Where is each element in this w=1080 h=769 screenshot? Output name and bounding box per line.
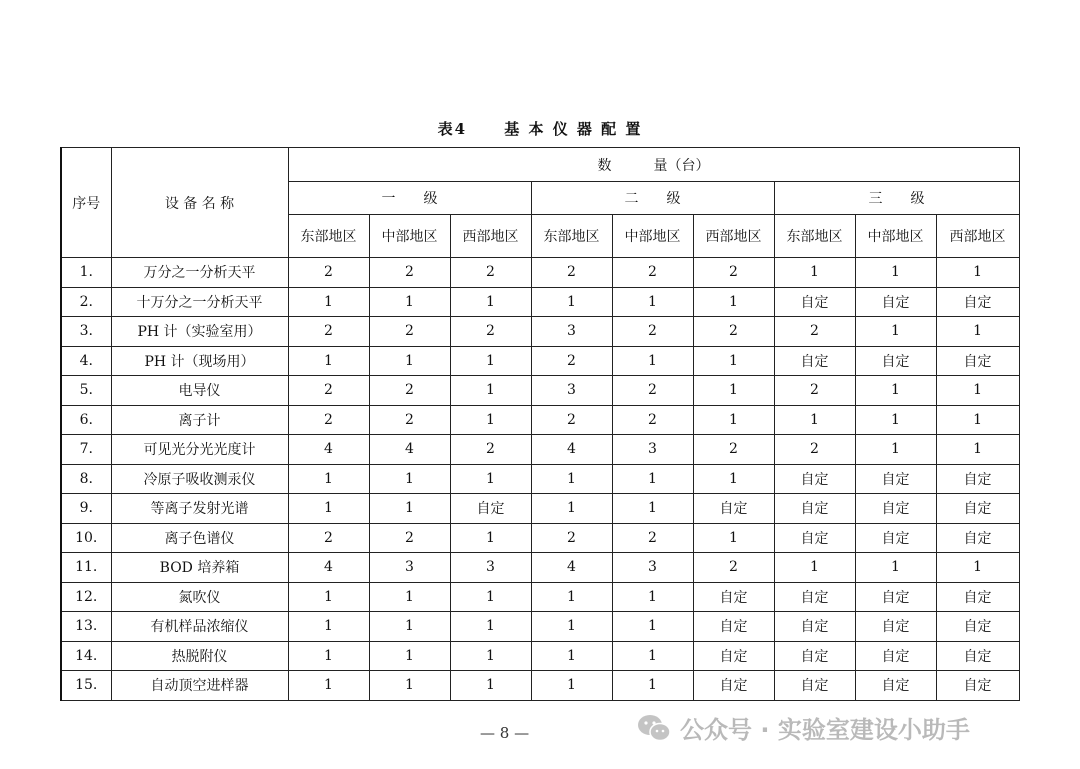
equipment-name: 有机样品浓缩仪 <box>111 612 288 642</box>
header-level-1: 一 级 <box>288 182 531 215</box>
quantity-cell: 1 <box>855 405 936 435</box>
row-index: 9. <box>61 494 111 524</box>
quantity-cell: 自定 <box>693 582 774 612</box>
table-row <box>61 612 1019 642</box>
equipment-name: 热脱附仪 <box>111 641 288 671</box>
equipment-name: 可见光分光光度计 <box>111 435 288 465</box>
quantity-cell: 3 <box>531 317 612 347</box>
quantity-cell: 2 <box>531 258 612 288</box>
table-row <box>61 317 1019 347</box>
quantity-cell: 自定 <box>936 346 1019 376</box>
header-region: 中部地区 <box>855 215 936 258</box>
table-row <box>61 553 1019 583</box>
quantity-cell: 自定 <box>774 287 855 317</box>
header-region: 中部地区 <box>612 215 693 258</box>
header-region: 东部地区 <box>774 215 855 258</box>
quantity-cell: 2 <box>612 317 693 347</box>
quantity-cell: 2 <box>612 258 693 288</box>
quantity-cell: 自定 <box>936 612 1019 642</box>
header-level-2: 二 级 <box>531 182 774 215</box>
quantity-cell: 1 <box>369 494 450 524</box>
quantity-cell: 2 <box>612 376 693 406</box>
quantity-cell: 1 <box>774 405 855 435</box>
quantity-cell: 1 <box>369 612 450 642</box>
table-row <box>61 346 1019 376</box>
quantity-cell: 1 <box>450 641 531 671</box>
equipment-name: 万分之一分析天平 <box>111 258 288 288</box>
quantity-cell: 自定 <box>774 641 855 671</box>
quantity-cell: 1 <box>612 671 693 701</box>
quantity-cell: 1 <box>936 376 1019 406</box>
row-index: 12. <box>61 582 111 612</box>
quantity-cell: 1 <box>936 405 1019 435</box>
row-index: 1. <box>61 258 111 288</box>
quantity-cell: 自定 <box>855 494 936 524</box>
quantity-cell: 自定 <box>855 287 936 317</box>
table-row <box>61 671 1019 701</box>
quantity-cell: 1 <box>531 464 612 494</box>
quantity-cell: 1 <box>612 464 693 494</box>
quantity-cell: 4 <box>369 435 450 465</box>
table-row <box>61 464 1019 494</box>
quantity-cell: 1 <box>450 612 531 642</box>
equipment-name: 电导仪 <box>111 376 288 406</box>
quantity-cell: 自定 <box>774 523 855 553</box>
quantity-cell: 自定 <box>774 494 855 524</box>
instrument-table <box>60 147 1020 701</box>
quantity-cell: 1 <box>612 346 693 376</box>
quantity-cell: 自定 <box>855 346 936 376</box>
quantity-cell: 2 <box>531 405 612 435</box>
equipment-name: PH 计（实验室用） <box>111 317 288 347</box>
quantity-cell: 自定 <box>855 464 936 494</box>
quantity-cell: 2 <box>774 435 855 465</box>
table-title-text: 基 本 仪 器 配 置 <box>504 120 643 138</box>
quantity-cell: 1 <box>531 641 612 671</box>
quantity-cell: 1 <box>288 671 369 701</box>
quantity-cell: 1 <box>936 258 1019 288</box>
quantity-cell: 1 <box>369 641 450 671</box>
table-row <box>61 494 1019 524</box>
row-index: 13. <box>61 612 111 642</box>
quantity-cell: 自定 <box>693 612 774 642</box>
row-index: 15. <box>61 671 111 701</box>
header-region: 西部地区 <box>693 215 774 258</box>
quantity-cell: 2 <box>288 376 369 406</box>
equipment-name: 十万分之一分析天平 <box>111 287 288 317</box>
row-index: 10. <box>61 523 111 553</box>
quantity-cell: 1 <box>450 405 531 435</box>
quantity-cell: 自定 <box>450 494 531 524</box>
quantity-cell: 2 <box>693 435 774 465</box>
quantity-cell: 1 <box>288 612 369 642</box>
header-region: 西部地区 <box>936 215 1019 258</box>
quantity-cell: 2 <box>369 523 450 553</box>
quantity-cell: 自定 <box>936 464 1019 494</box>
quantity-cell: 1 <box>693 523 774 553</box>
quantity-cell: 1 <box>288 287 369 317</box>
quantity-cell: 1 <box>612 612 693 642</box>
header-level-3: 三 级 <box>774 182 1019 215</box>
quantity-cell: 自定 <box>855 671 936 701</box>
quantity-cell: 2 <box>288 405 369 435</box>
quantity-cell: 1 <box>450 464 531 494</box>
quantity-cell: 自定 <box>855 612 936 642</box>
table-row <box>61 287 1019 317</box>
quantity-cell: 自定 <box>774 671 855 701</box>
quantity-cell: 2 <box>693 258 774 288</box>
quantity-cell: 2 <box>531 523 612 553</box>
quantity-cell: 2 <box>450 258 531 288</box>
quantity-cell: 1 <box>288 582 369 612</box>
quantity-cell: 自定 <box>774 582 855 612</box>
quantity-cell: 3 <box>369 553 450 583</box>
quantity-cell: 1 <box>369 287 450 317</box>
wechat-icon <box>636 713 672 743</box>
quantity-cell: 4 <box>531 435 612 465</box>
table-title <box>0 118 1080 139</box>
quantity-cell: 1 <box>693 405 774 435</box>
quantity-cell: 1 <box>855 553 936 583</box>
equipment-name: 离子色谱仪 <box>111 523 288 553</box>
header-region: 东部地区 <box>288 215 369 258</box>
quantity-cell: 1 <box>369 346 450 376</box>
quantity-cell: 自定 <box>936 287 1019 317</box>
quantity-cell: 2 <box>693 317 774 347</box>
quantity-cell: 2 <box>288 317 369 347</box>
quantity-cell: 自定 <box>693 671 774 701</box>
watermark <box>636 710 970 745</box>
quantity-cell: 1 <box>693 346 774 376</box>
quantity-cell: 4 <box>531 553 612 583</box>
quantity-cell: 1 <box>450 346 531 376</box>
table-row <box>61 523 1019 553</box>
quantity-cell: 3 <box>450 553 531 583</box>
quantity-cell: 3 <box>531 376 612 406</box>
table-row <box>61 435 1019 465</box>
table-number: 表4 <box>437 120 468 138</box>
equipment-name: 离子计 <box>111 405 288 435</box>
quantity-cell: 1 <box>288 641 369 671</box>
quantity-cell: 1 <box>855 317 936 347</box>
table-row <box>61 376 1019 406</box>
watermark-text: 公众号 · 实验室建设小助手 <box>680 716 970 744</box>
quantity-cell: 自定 <box>936 523 1019 553</box>
quantity-cell: 1 <box>936 435 1019 465</box>
row-index: 6. <box>61 405 111 435</box>
quantity-cell: 1 <box>288 494 369 524</box>
row-index: 2. <box>61 287 111 317</box>
quantity-cell: 2 <box>369 376 450 406</box>
quantity-cell: 2 <box>288 523 369 553</box>
quantity-cell: 2 <box>450 317 531 347</box>
quantity-cell: 1 <box>450 671 531 701</box>
quantity-cell: 1 <box>450 376 531 406</box>
quantity-cell: 1 <box>693 287 774 317</box>
quantity-cell: 1 <box>531 582 612 612</box>
equipment-name: 氮吹仪 <box>111 582 288 612</box>
quantity-cell: 2 <box>774 317 855 347</box>
quantity-cell: 自定 <box>774 346 855 376</box>
quantity-cell: 自定 <box>936 582 1019 612</box>
quantity-cell: 2 <box>612 523 693 553</box>
quantity-cell: 自定 <box>774 464 855 494</box>
row-index: 3. <box>61 317 111 347</box>
equipment-name: PH 计（现场用） <box>111 346 288 376</box>
quantity-cell: 1 <box>288 346 369 376</box>
quantity-cell: 1 <box>774 553 855 583</box>
quantity-cell: 自定 <box>855 523 936 553</box>
quantity-cell: 1 <box>531 494 612 524</box>
quantity-cell: 1 <box>450 582 531 612</box>
quantity-cell: 1 <box>369 464 450 494</box>
quantity-cell: 2 <box>288 258 369 288</box>
quantity-cell: 自定 <box>936 671 1019 701</box>
quantity-cell: 1 <box>612 582 693 612</box>
quantity-cell: 1 <box>531 612 612 642</box>
quantity-cell: 自定 <box>855 582 936 612</box>
equipment-name: 自动顶空进样器 <box>111 671 288 701</box>
row-index: 8. <box>61 464 111 494</box>
row-index: 11. <box>61 553 111 583</box>
quantity-cell: 自定 <box>936 494 1019 524</box>
equipment-name: 等离子发射光谱 <box>111 494 288 524</box>
quantity-cell: 4 <box>288 553 369 583</box>
quantity-cell: 2 <box>369 405 450 435</box>
quantity-cell: 自定 <box>693 494 774 524</box>
quantity-cell: 2 <box>450 435 531 465</box>
row-index: 14. <box>61 641 111 671</box>
row-index: 5. <box>61 376 111 406</box>
quantity-cell: 自定 <box>693 641 774 671</box>
quantity-cell: 2 <box>369 258 450 288</box>
quantity-cell: 1 <box>855 435 936 465</box>
row-index: 4. <box>61 346 111 376</box>
table-row <box>61 641 1019 671</box>
quantity-cell: 3 <box>612 553 693 583</box>
quantity-cell: 1 <box>369 671 450 701</box>
quantity-cell: 自定 <box>936 641 1019 671</box>
header-name: 设 备 名 称 <box>111 148 288 258</box>
quantity-cell: 3 <box>612 435 693 465</box>
quantity-cell: 4 <box>288 435 369 465</box>
quantity-cell: 1 <box>612 641 693 671</box>
table-row <box>61 258 1019 288</box>
equipment-name: 冷原子吸收测汞仪 <box>111 464 288 494</box>
quantity-cell: 1 <box>855 376 936 406</box>
header-region: 东部地区 <box>531 215 612 258</box>
quantity-cell: 2 <box>774 376 855 406</box>
quantity-cell: 2 <box>531 346 612 376</box>
quantity-cell: 1 <box>531 671 612 701</box>
quantity-cell: 1 <box>531 287 612 317</box>
quantity-cell: 自定 <box>774 612 855 642</box>
equipment-name: BOD 培养箱 <box>111 553 288 583</box>
quantity-cell: 1 <box>693 464 774 494</box>
quantity-cell: 1 <box>693 376 774 406</box>
quantity-cell: 1 <box>855 258 936 288</box>
header-region: 中部地区 <box>369 215 450 258</box>
header-quantity: 数 量（台） <box>288 148 1019 182</box>
quantity-cell: 1 <box>369 582 450 612</box>
table-row <box>61 582 1019 612</box>
row-index: 7. <box>61 435 111 465</box>
page-number: — 8 — <box>480 724 530 742</box>
quantity-cell: 1 <box>612 494 693 524</box>
quantity-cell: 1 <box>450 287 531 317</box>
quantity-cell: 2 <box>693 553 774 583</box>
quantity-cell: 1 <box>774 258 855 288</box>
header-index: 序号 <box>61 148 111 258</box>
quantity-cell: 1 <box>936 317 1019 347</box>
quantity-cell: 1 <box>288 464 369 494</box>
quantity-cell: 1 <box>612 287 693 317</box>
quantity-cell: 1 <box>936 553 1019 583</box>
header-region: 西部地区 <box>450 215 531 258</box>
quantity-cell: 2 <box>612 405 693 435</box>
quantity-cell: 自定 <box>855 641 936 671</box>
quantity-cell: 1 <box>450 523 531 553</box>
quantity-cell: 2 <box>369 317 450 347</box>
table-row <box>61 405 1019 435</box>
